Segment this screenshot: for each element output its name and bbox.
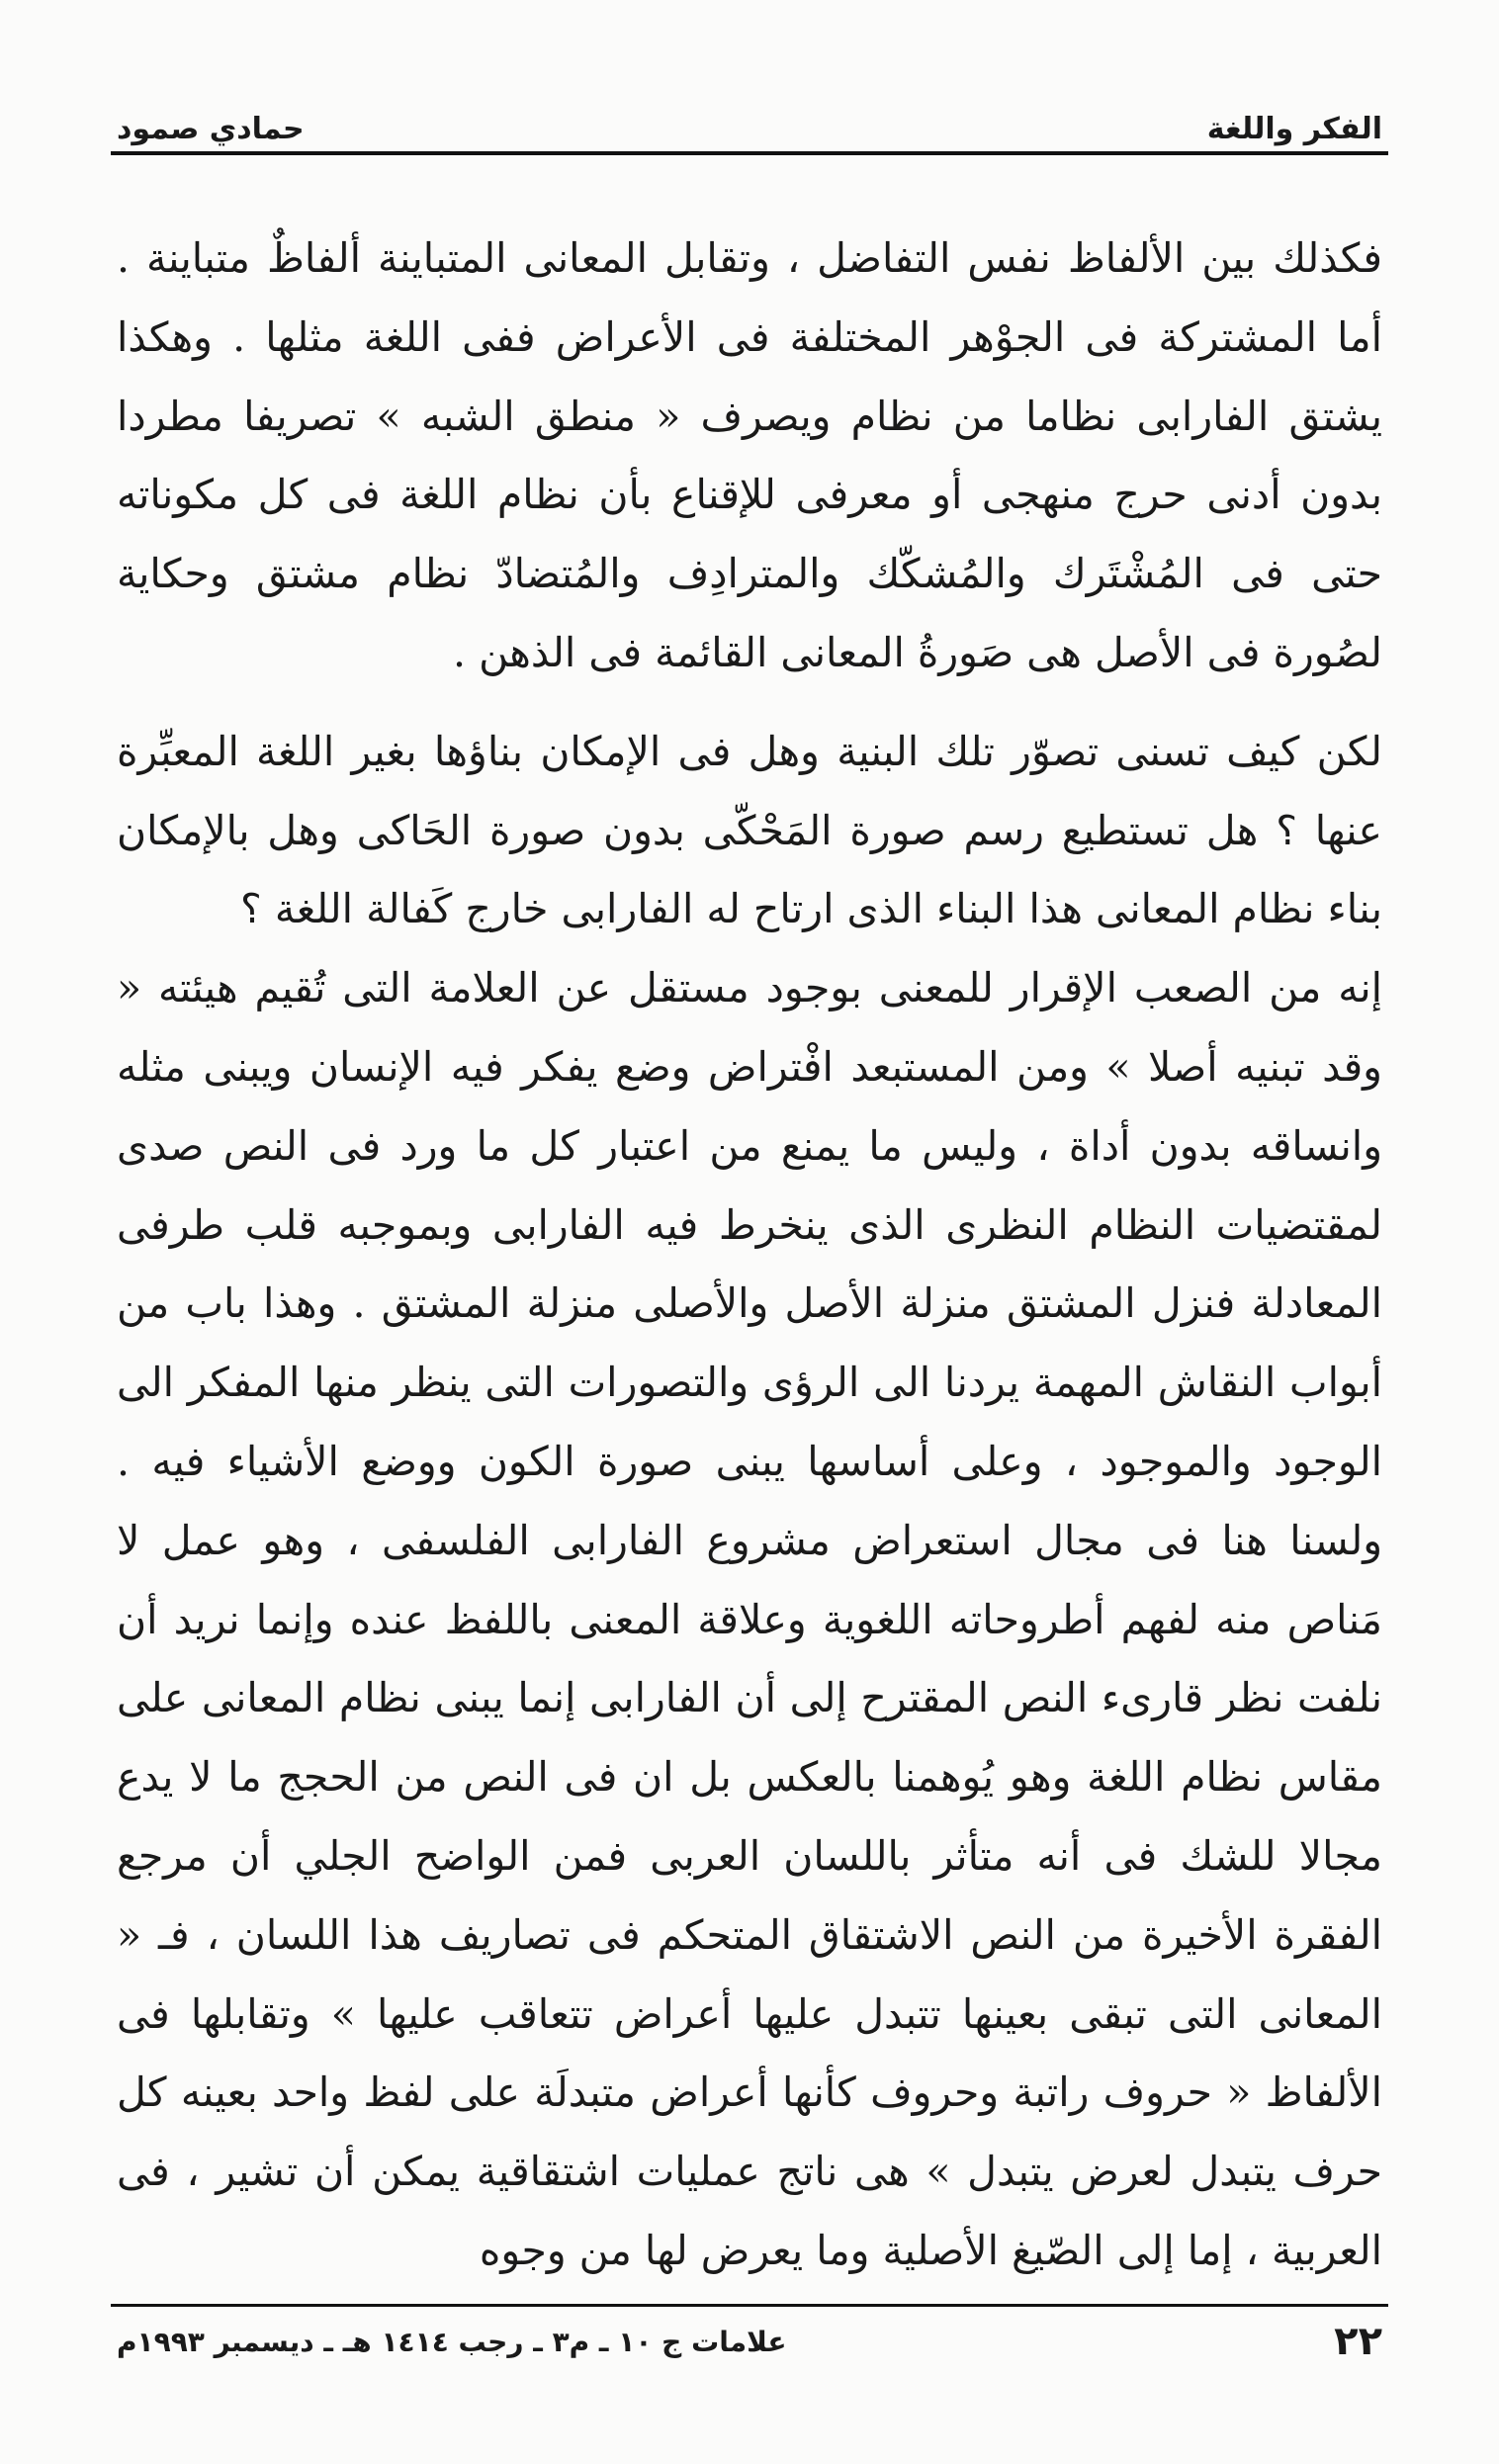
paragraph-1: فكذلك بين الألفاظ نفس التفاضل ، وتقابل المعانى المتباينة ألفاظٌ متباينة . أما المشتركة فى الجوْهر المختلفة فى الأعراض ففى اللغة مثلها . وهكذا يشتق الفارابى نظاما من نظام ويصرف « منطق الشبه » تصريفا مطردا بدون أدنى حرج منهجى أو معرفى للإقناع بأن نظام اللغة فى كل مكوناته حتى فى المُشْتَرك والمُشكّك والمترادِف والمُتضادّ نظام مشتق وحكاية لصُورة فى الأصل هى صَورةُ المعانى القائمة فى الذهن . bbox=[117, 234, 1382, 676]
journal-info: علامات ج ١٠ ـ م٣ ـ رجب ١٤١٤ هـ ـ ديسمبر ١٩٩٣م bbox=[117, 2325, 787, 2358]
footer-rule bbox=[111, 2304, 1388, 2307]
book-title: الفكر واللغة bbox=[1206, 112, 1382, 146]
page-number: ٢٢ bbox=[1334, 2319, 1382, 2364]
running-footer bbox=[117, 2312, 1382, 2371]
header-rule bbox=[111, 151, 1388, 155]
paragraph-2: لكن كيف تسنى تصوّر تلك البنية وهل فى الإمكان بناؤها بغير اللغة المعبِّرة عنها ؟ هل تستطيع رسم صورة المَحْكّى بدون صورة الحَاكى وهل بالإمكان بناء نظام المعانى هذا البناء الذى ارتاح له الفارابى خارج كَفالة اللغة ؟ bbox=[117, 727, 1382, 933]
paragraph-3: إنه من الصعب الإقرار للمعنى بوجود مستقل عن العلامة التى تُقيم هيئته « وقد تبنيه أصلا » ومن المستبعد افْتراض وضع يفكر فيه الإنسان ويبنى مثله وانساقه بدون أداة ، وليس ما يمنع من اعتبار كل ما ورد فى النص صدى لمقتضيات النظام النظرى الذى ينخرط فيه الفارابى وبموجبه قلب طرفى المعادلة فنزل المشتق منزلة الأصل والأصلى منزلة المشتق . وهذا باب من أبواب النقاش المهمة يردنا الى الرؤى والتصورات التى ينظر منها المفكر الى الوجود والموجود ، وعلى أساسها يبنى صورة الكون ووضع الأشياء فيه . ولسنا هنا فى مجال استعراض مشروع الفارابى الفلسفى ، وهو عمل لا مَناص منه لفهم أطروحاته اللغوية وعلاقة المعنى باللفظ عنده وإنما نريد أن نلفت نظر قارىء النص المقترح إلى أن الفارابى إنما يبنى نظام المعانى على مقاس نظام اللغة وهو يُوهمنا بالعكس بل ان فى النص من الحجج ما لا يدع مجالا للشك فى أنه متأثر باللسان العربى فمن الواضح الجلي أن مرجع الفقرة الأخيرة من النص الاشتقاق المتحكم فى تصاريف هذا اللسان ، فـ « المعانى التى تبقى بعينها تتبدل عليها أعراض تتعاقب عليها » وتقابلها فى الألفاظ « حروف راتبة وحروف كأنها أعراض متبدلَة على لفظ واحد بعينه كل حرف يتبدل لعرض يتبدل » هى ناتج عمليات اشتقاقية يمكن أن تشير ، فى العربية ، إما إلى الصّيغ الأصلية وما يعرض لها من وجوه bbox=[117, 964, 1382, 2274]
author-name: حمادي صمود bbox=[117, 112, 305, 146]
body-text bbox=[117, 220, 1382, 2291]
running-header bbox=[117, 87, 1382, 146]
